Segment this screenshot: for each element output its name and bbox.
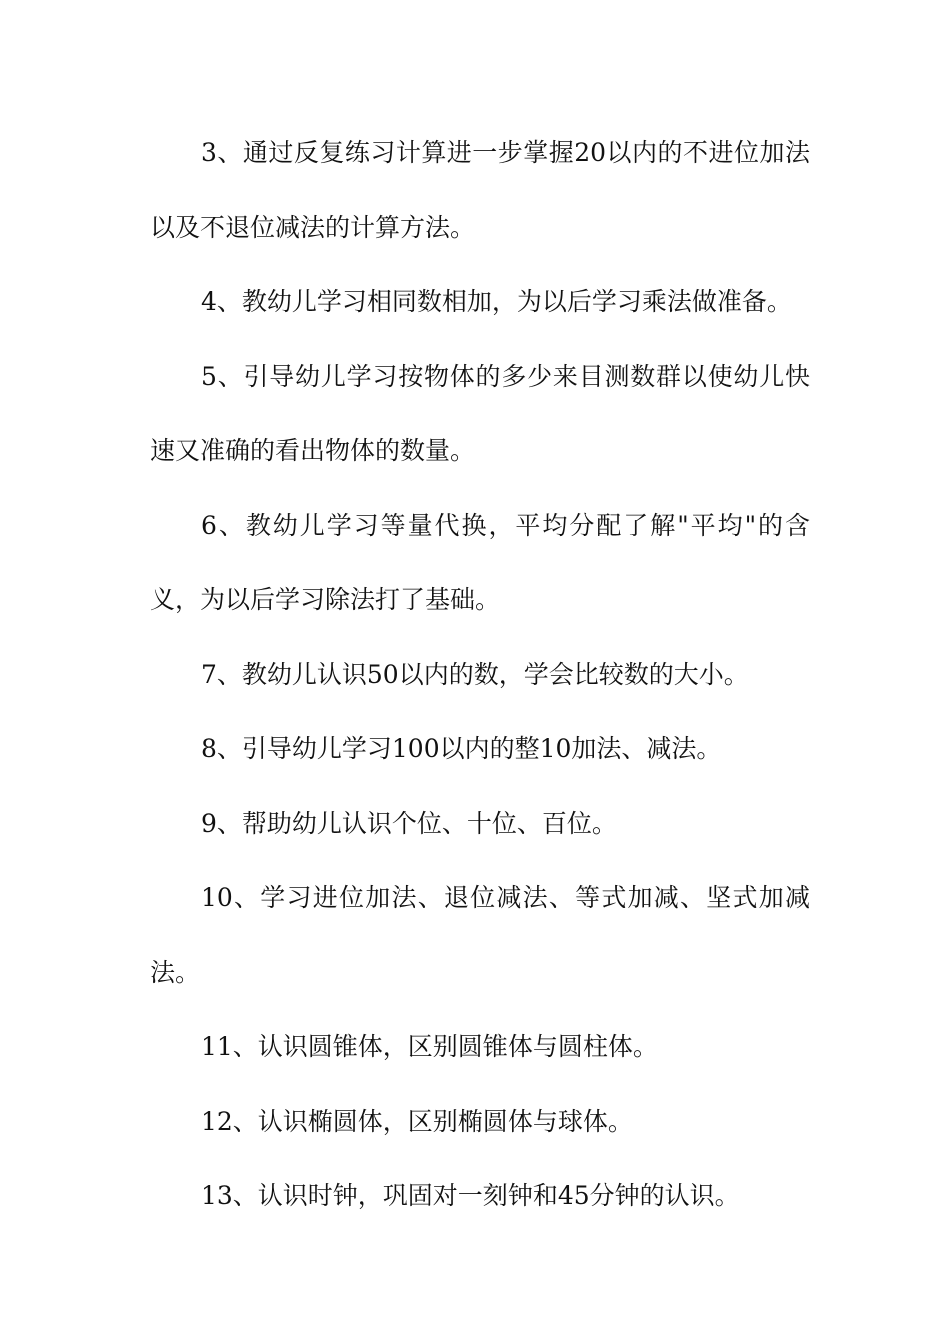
paragraph-item-10: 10、学习进位加法、退位减法、等式加减、坚式加减法。: [150, 883, 810, 987]
paragraph-item-5: 5、引导幼儿学习按物体的多少来目测数群以使幼儿快速又准确的看出物体的数量。: [150, 361, 810, 465]
paragraph-item-8: 8、引导幼儿学习100以内的整10加法、减法。: [201, 734, 722, 763]
paragraph-item-9: 9、帮助幼儿认识个位、十位、百位。: [201, 808, 617, 838]
paragraph-item-13: 13、认识时钟，巩固对一刻钟和45分钟的认识。: [201, 1181, 740, 1210]
paragraph-item-12: 12、认识椭圆体，区别椭圆体与球体。: [201, 1106, 633, 1136]
paragraph-item-11: 11、认识圆锥体，区别圆锥体与圆柱体。: [201, 1032, 658, 1061]
paragraph-item-4: 4、教幼儿学习相同数相加，为以后学习乘法做准备。: [201, 287, 792, 316]
paragraph-item-3: 3、通过反复练习计算进一步掌握20以内的不进位加法以及不退位减法的计算方法。: [150, 138, 810, 242]
document-body: [150, 116, 810, 1234]
paragraph-item-7: 7、教幼儿认识50以内的数，学会比较数的大小。: [201, 659, 749, 689]
paragraph-item-6: 6、教幼儿学习等量代换，平均分配了解"平均"的含义，为以后学习除法打了基础。: [150, 510, 810, 614]
